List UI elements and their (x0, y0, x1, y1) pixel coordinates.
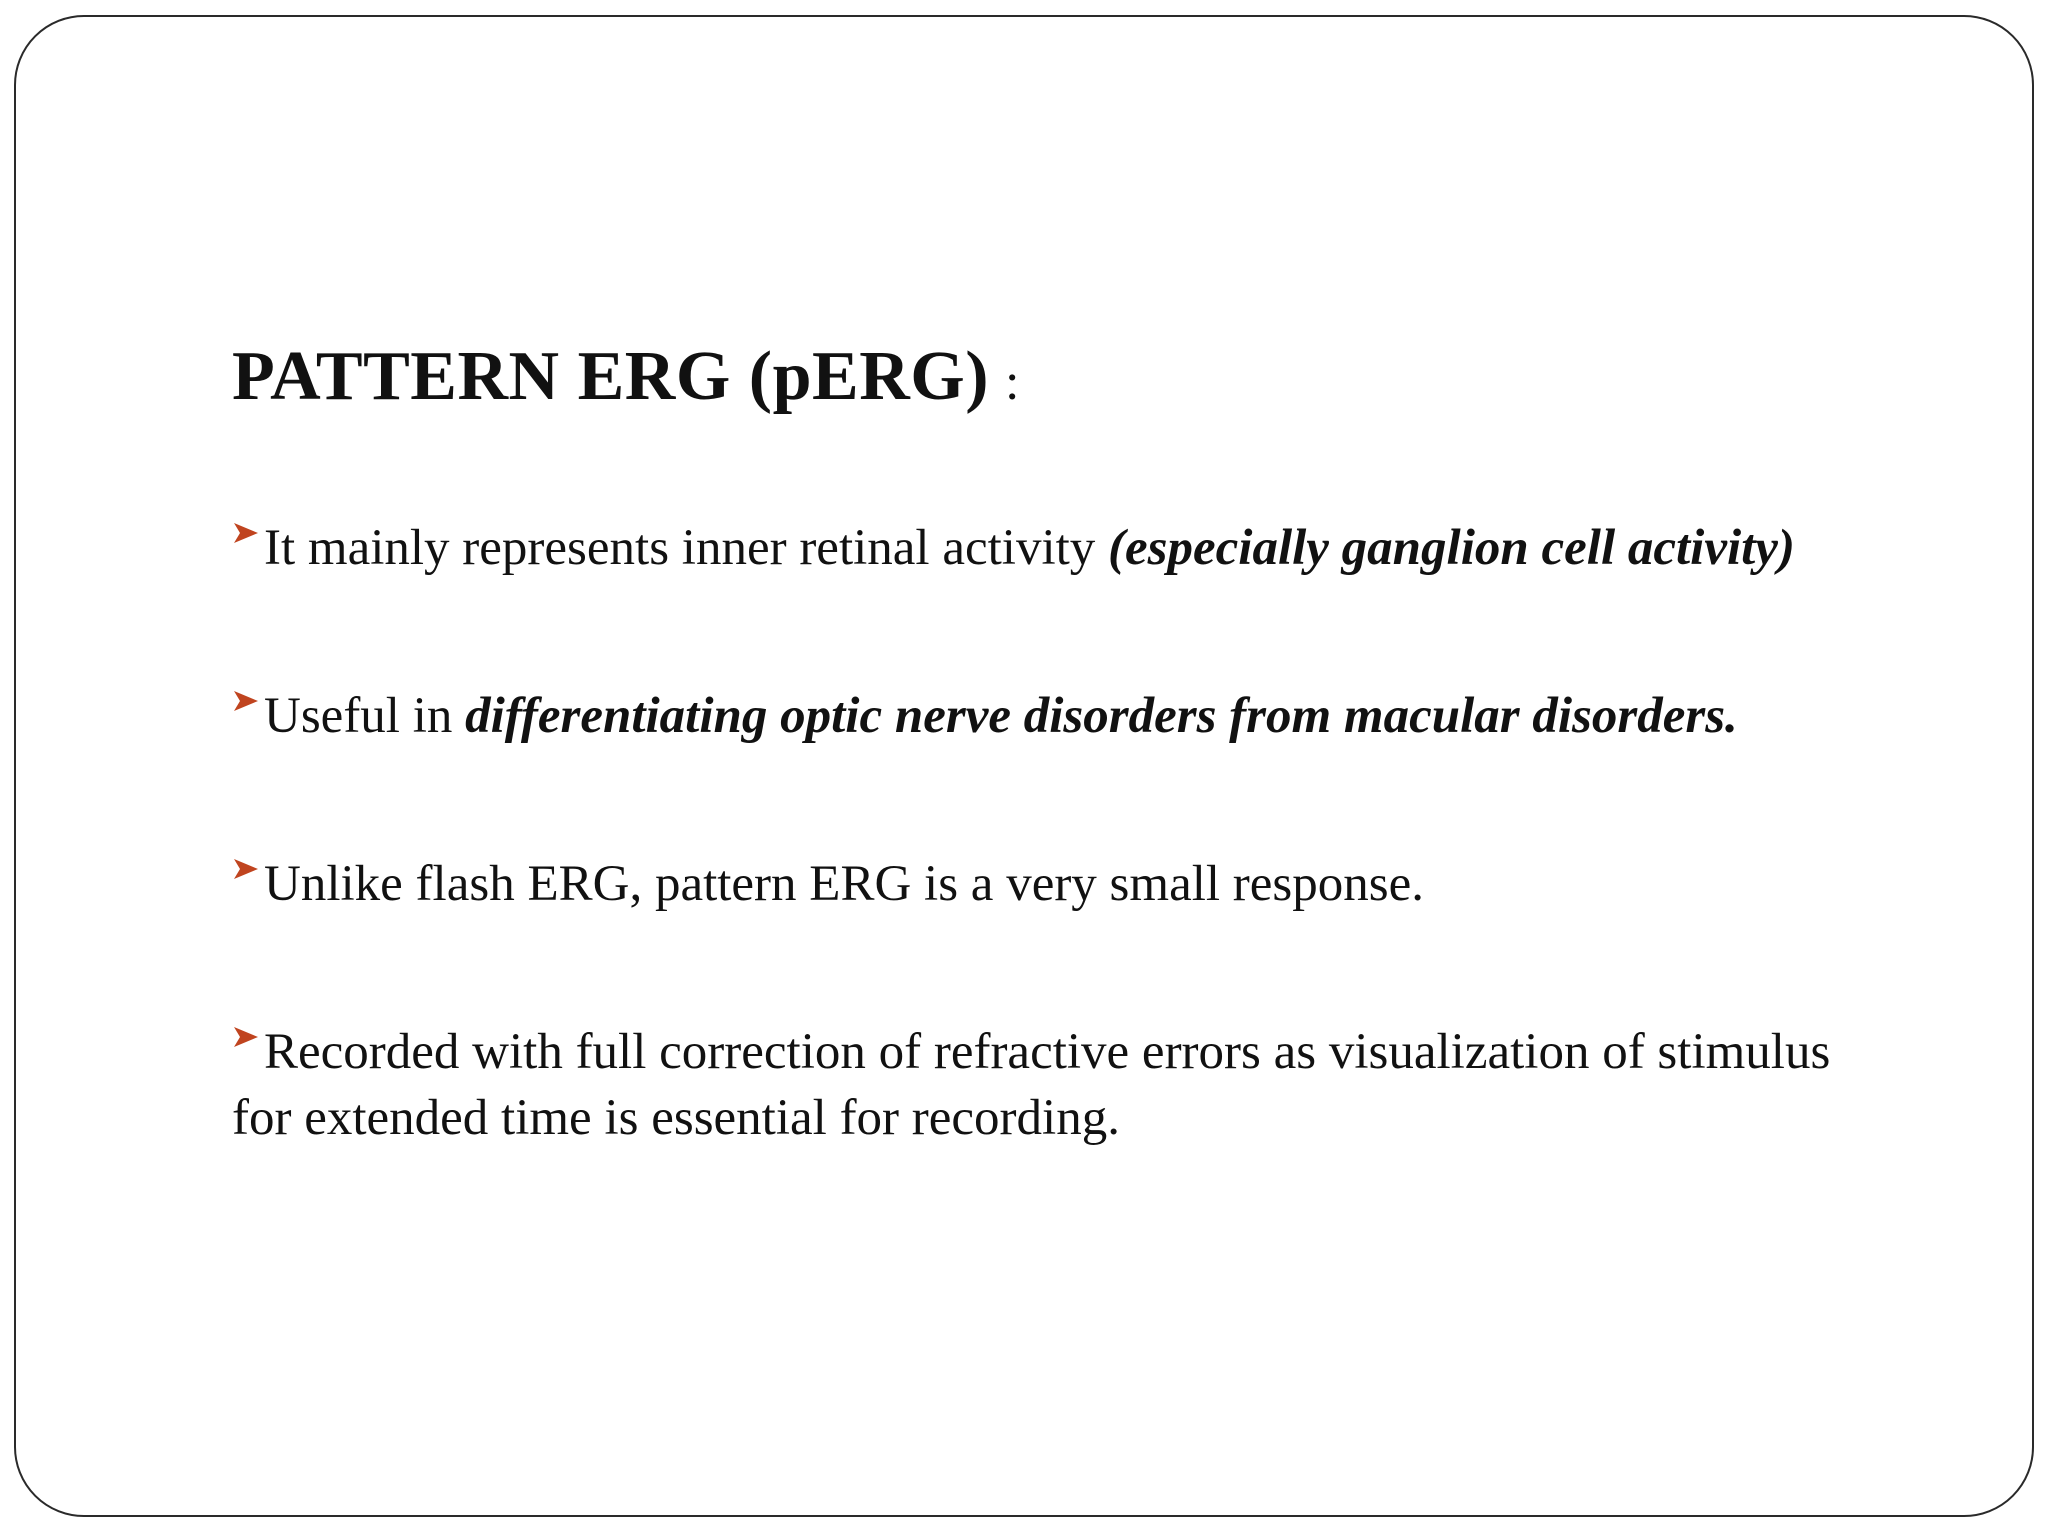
arrowhead-bullet-icon (232, 687, 260, 721)
bullet-item-1 (232, 515, 1832, 581)
title-text: PATTERN ERG (pERG) (232, 338, 990, 415)
bullet-text: It mainly represents inner retinal activity (264, 520, 1109, 576)
bullet-text: Unlike flash ERG, pattern ERG is a very small response. (264, 856, 1425, 912)
slide-title (232, 337, 1832, 423)
title-colon: : (1005, 354, 1020, 411)
bullet-item-4 (232, 1019, 1832, 1151)
arrowhead-bullet-icon (232, 855, 260, 889)
slide-frame (14, 15, 2034, 1517)
arrowhead-bullet-icon (232, 519, 260, 553)
bullet-emphasis: (especially ganglion cell activity) (1108, 520, 1795, 576)
arrowhead-bullet-icon (232, 1023, 260, 1057)
slide-content (232, 337, 1832, 1151)
bullet-text: Useful in (264, 688, 466, 744)
bullet-item-2 (232, 683, 1832, 749)
bullet-text: Recorded with full correction of refractive errors as visualization of stimulus for extended time is essential for recording. (232, 1024, 1831, 1146)
bullet-item-3 (232, 851, 1832, 917)
bullet-emphasis: differentiating optic nerve disorders from macular disorders. (465, 688, 1738, 744)
